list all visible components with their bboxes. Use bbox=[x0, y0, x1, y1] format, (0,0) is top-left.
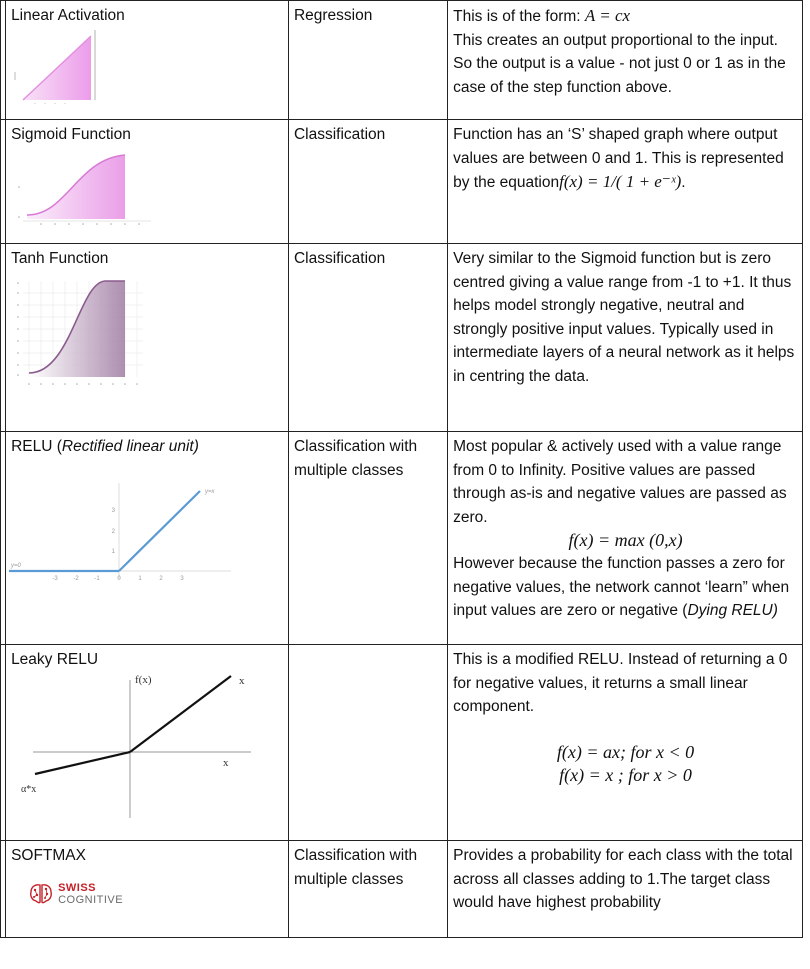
relu-xtick-labels bbox=[52, 576, 184, 582]
sigmoid-fill bbox=[27, 155, 125, 219]
table-row bbox=[1, 120, 803, 244]
leaky-equation-1: f(x) = ax; for x < 0 bbox=[556, 741, 695, 762]
use-cell: Regression bbox=[288, 1, 447, 120]
leaky-x-label: x bbox=[223, 756, 229, 769]
use-cell: Classification with multiple classes bbox=[288, 841, 447, 938]
leaky-negative-line bbox=[35, 752, 130, 774]
svg-text:2: 2 bbox=[111, 528, 116, 535]
leaky-positive-line bbox=[130, 673, 231, 752]
table-row bbox=[1, 244, 803, 432]
svg-text:-1: -1 bbox=[94, 575, 100, 582]
relu-right-label: y=x bbox=[205, 488, 215, 495]
function-name: Sigmoid Function bbox=[11, 126, 131, 143]
svg-text:3: 3 bbox=[111, 507, 116, 514]
relu-graph bbox=[6, 465, 238, 585]
use-cell bbox=[288, 645, 447, 841]
use-cell: Classification bbox=[288, 120, 447, 244]
svg-text:0: 0 bbox=[117, 575, 121, 582]
description-cell: Most popular & actively used with a value range from 0 to Infinity. Positive values are passed through as-is and negative values are passed as zero. f(x) = max (0,x) However because the function passes a zero for negative values, the network cannot ‘learn” when input values are zero or negative (Dying RELU) bbox=[448, 432, 803, 645]
function-name: Leaky RELU bbox=[11, 651, 99, 668]
svg-text:2: 2 bbox=[159, 575, 163, 582]
name-cell bbox=[6, 120, 289, 244]
name-cell bbox=[6, 841, 289, 938]
name-cell bbox=[6, 1, 289, 120]
name-cell bbox=[6, 244, 289, 432]
description-cell: This is of the form: A = cx This creates an output proportional to the input. So the output is a value - not just 0 or 1 as in the case of the step function above. bbox=[448, 1, 803, 120]
linear-equation: A = cx bbox=[584, 6, 631, 25]
function-name: Linear Activation bbox=[11, 7, 125, 24]
tanh-graph bbox=[13, 277, 153, 389]
function-name: SOFTMAX bbox=[11, 847, 86, 864]
description-cell: Provides a probability for each class with the total across all classes adding to 1.The target class would have highest probability bbox=[448, 841, 803, 938]
name-cell bbox=[6, 432, 289, 645]
sigmoid-equation: f(x) = 1/( 1 + e⁻ˣ) bbox=[559, 172, 682, 191]
leaky-line-label: x bbox=[239, 674, 245, 687]
table-row bbox=[1, 841, 803, 938]
function-name: RELU (Rectified linear unit) bbox=[11, 438, 199, 455]
svg-text:-2: -2 bbox=[73, 575, 79, 582]
svg-text:1: 1 bbox=[138, 575, 142, 582]
description-cell: This is a modified RELU. Instead of returning a 0 for negative values, it returns a small linear component. f(x) = ax; for x < 0 f(x) = x ; for x > 0 bbox=[448, 645, 803, 841]
swiss-cognitive-logo: SWISS COGNITIVE bbox=[29, 882, 284, 906]
table-row bbox=[1, 1, 803, 120]
leaky-neg-label: α*x bbox=[21, 783, 37, 795]
description-cell: Very similar to the Sigmoid function but is zero centred giving a value range from -1 to +1. It thus helps model strongly negative, neutral and strongly positive input values. Typically used in intermediate layers of a neural network as it helps in centring the data. bbox=[448, 244, 803, 432]
relu-equation: f(x) = max (0,x) bbox=[568, 530, 683, 550]
table-row bbox=[1, 645, 803, 841]
leaky-y-label: f(x) bbox=[135, 673, 152, 686]
function-name: Tanh Function bbox=[11, 250, 109, 267]
linear-activation-graph bbox=[11, 28, 121, 104]
relu-ytick-labels bbox=[112, 508, 116, 555]
relu-positive-line bbox=[119, 491, 200, 571]
leaky-equation-2: f(x) = x ; for x > 0 bbox=[559, 764, 692, 785]
name-cell bbox=[6, 645, 289, 841]
sigmoid-xticks bbox=[40, 223, 140, 225]
svg-text:-3: -3 bbox=[52, 575, 58, 582]
sigmoid-graph bbox=[11, 147, 161, 229]
use-cell: Classification with multiple classes bbox=[288, 432, 447, 645]
relu-left-label: y=0 bbox=[11, 562, 21, 569]
use-cell: Classification bbox=[288, 244, 447, 432]
leaky-relu-graph bbox=[17, 672, 267, 822]
svg-text:3: 3 bbox=[180, 575, 184, 582]
table-row bbox=[1, 432, 803, 645]
linear-xticks bbox=[34, 103, 66, 104]
svg-text:1: 1 bbox=[111, 548, 116, 555]
brain-icon bbox=[29, 883, 53, 905]
description-cell: Function has an ‘S’ shaped graph where output values are between 0 and 1. This is represented by the equationf(x) = 1/( 1 + e⁻ˣ). bbox=[448, 120, 803, 244]
